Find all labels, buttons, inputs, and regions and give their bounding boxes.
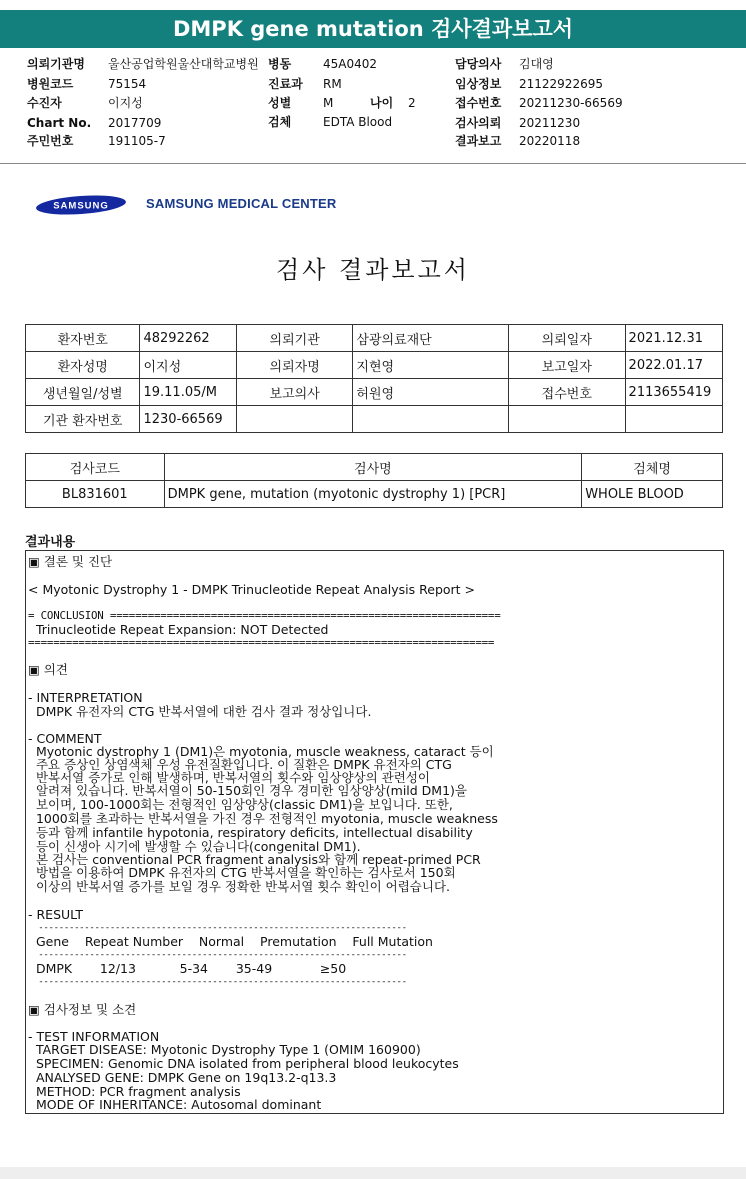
test-information-line: METHOD: PCR fragment analysis [28, 1084, 241, 1099]
section-heading-test-info: ▣ 검사정보 및 소견 [28, 1002, 137, 1017]
specimen-value: EDTA Blood [323, 115, 393, 129]
comment-line: 방법을 이용하여 DMPK 유전자의 CTG 반복서열을 확인하는 검사로서 150회 [28, 865, 456, 880]
chart-no-label: Chart No. [27, 116, 92, 130]
table-cell: 생년월일/성별 [26, 379, 140, 406]
table-cell: WHOLE BLOOD [582, 481, 723, 508]
patient-info-table [25, 324, 723, 433]
conclusion-rule: = CONCLUSION ============================================================== [28, 609, 501, 622]
report-banner-title: DMPK gene mutation 검사결과보고서 [0, 10, 746, 48]
table-cell: 1230-66569 [140, 406, 236, 433]
test-information-heading: - TEST INFORMATION [28, 1029, 160, 1044]
chart-no-value: 2017709 [108, 116, 162, 130]
patient-value: 이지성 [108, 96, 143, 110]
header-divider [0, 163, 746, 164]
table-cell [509, 406, 626, 433]
conclusion-text: Trinucleotide Repeat Expansion: NOT Detected [28, 622, 329, 637]
sex-value: M [323, 96, 334, 110]
department-value: RM [323, 77, 342, 91]
ward-value: 45A0402 [323, 57, 378, 71]
comment-line: 본 검사는 conventional PCR fragment analysis와 함께 repeat-primed PCR [28, 852, 481, 867]
table-cell: 48292262 [140, 325, 236, 352]
comment-line: 주요 증상인 상염색체 우성 유전질환입니다. 이 질환은 DMPK 유전자의 CTG [28, 757, 452, 772]
table-cell [625, 406, 722, 433]
samsung-logo [35, 195, 127, 215]
result-rule: ------------------------------------------------------------------------ [28, 923, 407, 933]
clinical-info-label: 임상정보 [455, 77, 502, 91]
table-row [26, 406, 723, 433]
table-cell: 2021.12.31 [625, 325, 722, 352]
table-cell: 환자번호 [26, 325, 140, 352]
age-label: 나이 [370, 96, 394, 110]
hospital-code-label: 병원코드 [27, 77, 74, 91]
attending-doctor-value: 김대영 [519, 57, 554, 71]
table-cell: 이지성 [140, 352, 236, 379]
age-value: 2 [408, 96, 416, 110]
attending-doctor-label: 담당의사 [455, 57, 502, 71]
test-request-label: 검사의뢰 [455, 116, 502, 130]
hospital-code-value: 75154 [108, 77, 147, 91]
table-cell [353, 406, 509, 433]
test-information-line: SPECIMEN: Genomic DNA isolated from peripheral blood leukocytes [28, 1056, 459, 1071]
report-subtitle: < Myotonic Dystrophy 1 - DMPK Trinucleotide Repeat Analysis Report > [28, 582, 476, 597]
medical-center-name: SAMSUNG MEDICAL CENTER [146, 196, 337, 211]
page-footer-band [0, 1167, 746, 1179]
table-header-cell: 검체명 [582, 454, 723, 481]
clinical-info-value: 21122922695 [519, 77, 603, 91]
table-cell: 의뢰자명 [236, 352, 353, 379]
sex-label: 성별 [268, 96, 292, 110]
table-cell: 보고일자 [509, 352, 626, 379]
table-cell: 지현영 [353, 352, 509, 379]
test-information-line: TARGET DISEASE: Myotonic Dystrophy Type 1 (OMIM 160900) [28, 1042, 421, 1057]
table-cell: 삼광의료재단 [353, 325, 509, 352]
table-cell: BL831601 [26, 481, 165, 508]
table-row [26, 325, 723, 352]
table-cell: 의뢰일자 [509, 325, 626, 352]
comment-heading: - COMMENT [28, 731, 102, 746]
comment-line: 보이며, 100-1000회는 전형적인 임상양상(classic DM1)을 보입니다. 또한, [28, 797, 453, 812]
table-row [26, 379, 723, 406]
table-cell: DMPK gene, mutation (myotonic dystrophy 1) [PCR] [164, 481, 582, 508]
svg-text:SAMSUNG: SAMSUNG [53, 200, 109, 212]
table-cell: 접수번호 [509, 379, 626, 406]
results-section-label: 결과내용 [25, 535, 76, 550]
conclusion-rule-bottom: ========================================================================== [28, 636, 495, 649]
resident-number-label: 주민번호 [27, 134, 74, 148]
resident-number-value: 191105-7 [108, 134, 166, 148]
department-label: 진료과 [268, 77, 303, 91]
result-report-label: 결과보고 [455, 134, 502, 148]
specimen-label: 검체 [268, 115, 292, 129]
table-cell [236, 406, 353, 433]
ward-label: 병동 [268, 57, 292, 71]
comment-line: Myotonic dystrophy 1 (DM1)은 myotonia, muscle weakness, cataract 등이 [28, 744, 494, 759]
table-cell: 2022.01.17 [625, 352, 722, 379]
table-cell: 기관 환자번호 [26, 406, 140, 433]
interpretation-heading: - INTERPRETATION [28, 690, 143, 705]
requesting-institution-value: 울산공업학원울산대학교병원 [108, 57, 259, 71]
table-cell: 보고의사 [236, 379, 353, 406]
table-cell: 허원영 [353, 379, 509, 406]
table-cell: 2113655419 [625, 379, 722, 406]
result-table-row: DMPK 12/13 5-34 35-49 ≥50 [28, 961, 347, 976]
table-header-cell: 검사명 [164, 454, 582, 481]
table-header-cell: 검사코드 [26, 454, 165, 481]
report-title: 검사 결과보고서 [276, 256, 470, 284]
table-cell: 19.11.05/M [140, 379, 236, 406]
result-table-header: Gene Repeat Number Normal Premutation Full Mutation [28, 934, 433, 949]
receipt-number-value: 20211230-66569 [519, 96, 623, 110]
table-cell: 의뢰기관 [236, 325, 353, 352]
comment-line: 등이 신생아 시기에 발생할 수 있습니다(congenital DM1). [28, 839, 361, 854]
requesting-institution-label: 의뢰기관명 [27, 57, 85, 71]
test-information-line: MODE OF INHERITANCE: Autosomal dominant [28, 1097, 322, 1112]
comment-line: 반복서열 증가로 인해 발생하며, 반복서열의 횟수와 임상양상의 관련성이 [28, 770, 430, 785]
test-info-table [25, 453, 723, 508]
comment-line: 이상의 반복서열 증가를 보일 경우 정확한 반복서열 횟수 확인이 어렵습니다. [28, 879, 451, 894]
table-cell: 환자성명 [26, 352, 140, 379]
result-heading: - RESULT [28, 907, 84, 922]
section-heading-conclusion: ▣ 결론 및 진단 [28, 554, 113, 569]
interpretation-text: DMPK 유전자의 CTG 반복서열에 대한 검사 결과 정상입니다. [28, 704, 372, 719]
table-row [26, 481, 723, 508]
result-report-value: 20220118 [519, 134, 581, 148]
comment-line: 1000회를 초과하는 반복서열을 가진 경우 전형적인 myotonia, muscle weakness [28, 811, 498, 826]
comment-line: 등과 함께 infantile hypotonia, respiratory deficits, intellectual disability [28, 825, 473, 840]
test-request-value: 20211230 [519, 116, 581, 130]
receipt-number-label: 접수번호 [455, 96, 502, 110]
section-heading-opinion: ▣ 의견 [28, 662, 68, 677]
table-row [26, 352, 723, 379]
patient-label: 수진자 [27, 96, 62, 110]
test-information-line: ANALYSED GENE: DMPK Gene on 19q13.2-q13.3 [28, 1070, 337, 1085]
table-row [26, 454, 723, 481]
result-rule: ------------------------------------------------------------------------ [28, 977, 407, 987]
comment-line: 알려져 있습니다. 반복서열이 50-150회인 경우 경미한 임상양상(mild DM1)을 [28, 783, 467, 798]
result-rule: ------------------------------------------------------------------------ [28, 950, 407, 960]
